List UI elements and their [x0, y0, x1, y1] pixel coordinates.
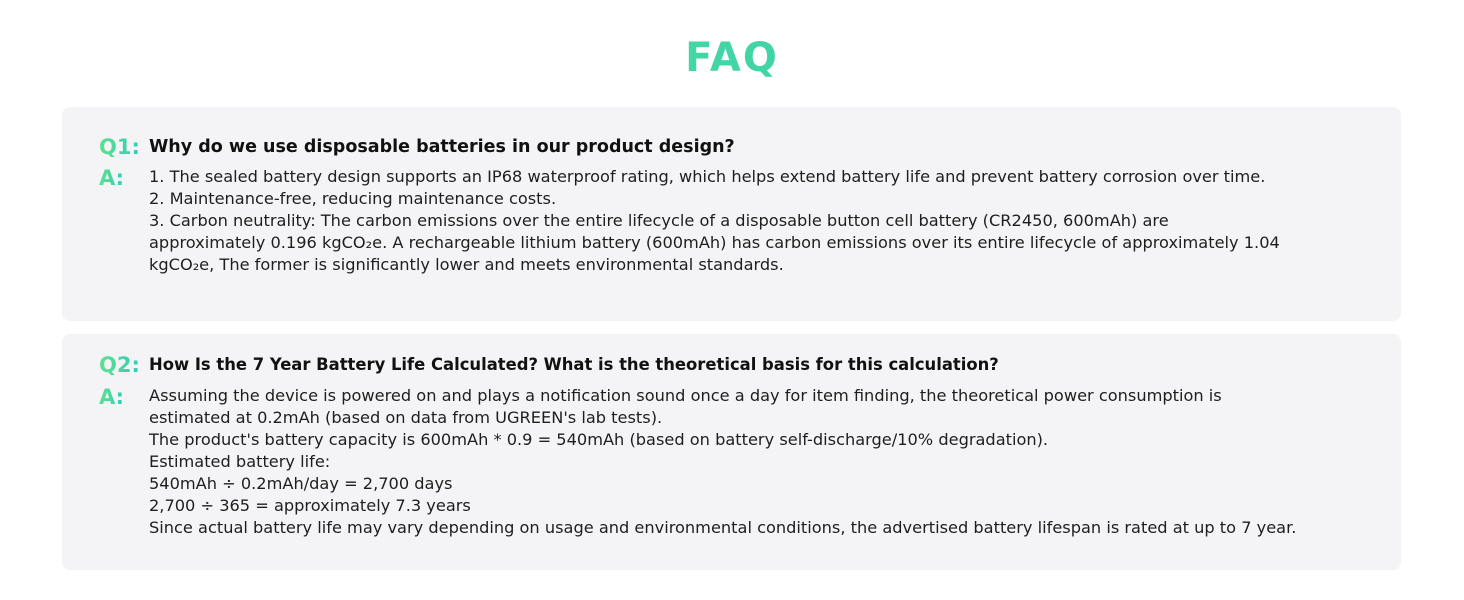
faq-item-1 — [62, 107, 1401, 321]
question-label: Q2: — [99, 353, 140, 377]
answer-text — [149, 385, 1369, 539]
answer-label: A: — [99, 385, 125, 409]
answer-line: estimated at 0.2mAh (based on data from UGREEN's lab tests). — [149, 408, 663, 427]
answer-line: 1. The sealed battery design supports an IP68 waterproof rating, which helps extend battery life and prevent battery corrosion over time. — [149, 167, 1266, 186]
question-text: Why do we use disposable batteries in our product design? — [149, 137, 735, 157]
answer-line: 2,700 ÷ 365 = approximately 7.3 years — [149, 496, 471, 515]
answer-line: 540mAh ÷ 0.2mAh/day = 2,700 days — [149, 474, 453, 493]
answer-line: Estimated battery life: — [149, 452, 331, 471]
answer-line: approximately 0.196 kgCO₂e. A rechargeable lithium battery (600mAh) has carbon emissions over its entire lifecycle of approximately 1.04 — [149, 233, 1280, 252]
answer-text — [149, 166, 1369, 276]
question-label: Q1: — [99, 135, 140, 159]
faq-item-2 — [62, 334, 1401, 570]
question-text: How Is the 7 Year Battery Life Calculated? What is the theoretical basis for this calculation? — [149, 355, 999, 374]
answer-line: kgCO₂e, The former is significantly lower and meets environmental standards. — [149, 255, 784, 274]
answer-line: The product's battery capacity is 600mAh * 0.9 = 540mAh (based on battery self-discharge/10% degradation). — [149, 430, 1049, 449]
answer-line: 2. Maintenance-free, reducing maintenance costs. — [149, 189, 557, 208]
answer-line: Assuming the device is powered on and plays a notification sound once a day for item finding, the theoretical power consumption is — [149, 386, 1222, 405]
answer-line: Since actual battery life may vary depending on usage and environmental conditions, the advertised battery lifespan is rated at up to 7 year. — [149, 518, 1297, 537]
page-title: FAQ — [0, 34, 1464, 82]
answer-label: A: — [99, 166, 125, 190]
answer-line: 3. Carbon neutrality: The carbon emissions over the entire lifecycle of a disposable button cell battery (CR2450, 600mAh) are — [149, 211, 1169, 230]
